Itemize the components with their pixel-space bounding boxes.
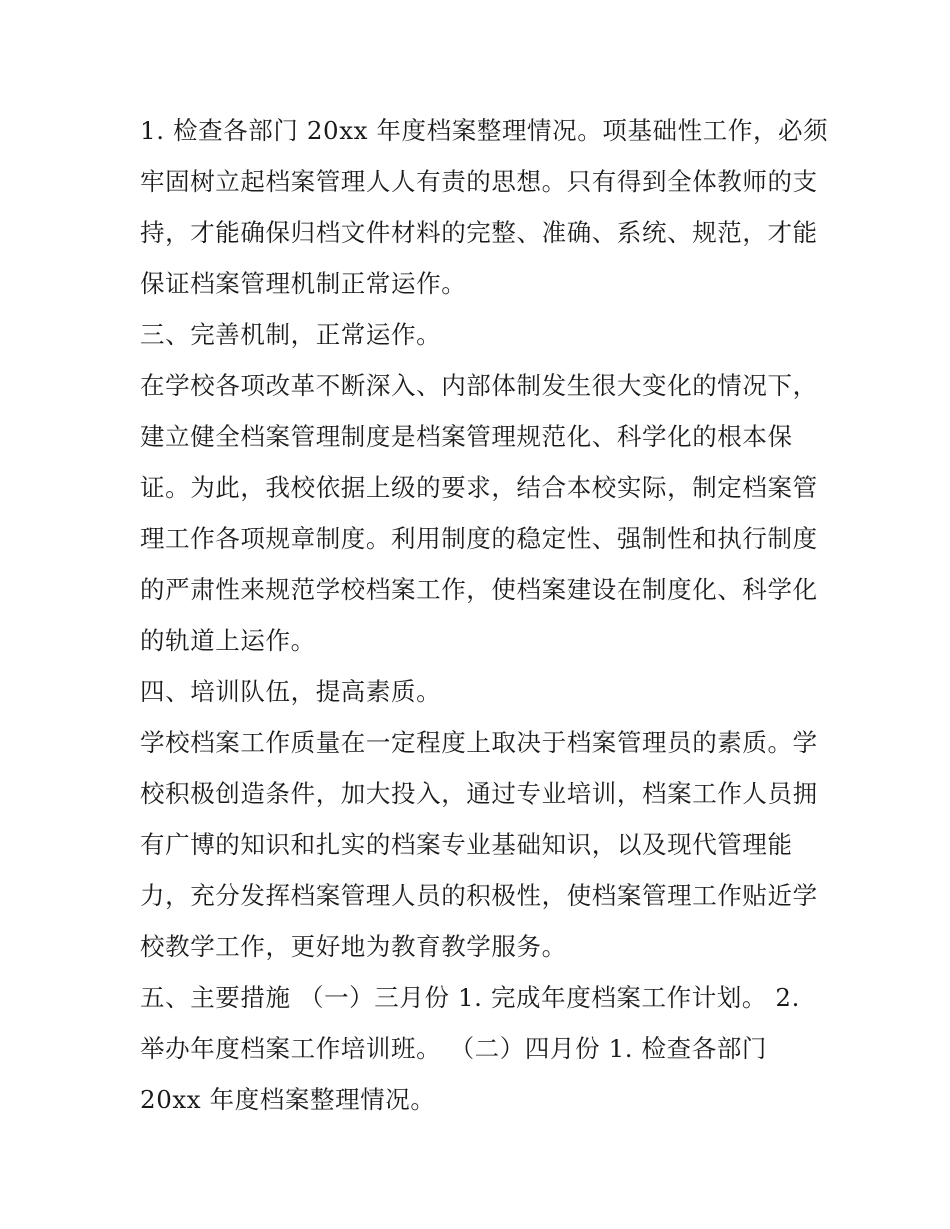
- text-line: 校积极创造条件，加大投入，通过专业培训，档案工作人员拥: [140, 779, 818, 808]
- text-line: 的严肃性来规范学校档案工作，使档案建设在制度化、科学化: [140, 575, 818, 604]
- text-line: 20xx 年度档案整理情况。: [140, 1085, 436, 1114]
- section-heading: 五、主要措施 （一）三月份 1. 完成年度档案工作计划。 2.: [140, 983, 800, 1012]
- text-line: 的轨道上运作。: [140, 626, 316, 655]
- document-body: [140, 105, 829, 1125]
- text-line: 保证档案管理机制正常运作。: [140, 269, 467, 298]
- text-line: 持，才能确保归档文件材料的完整、准确、系统、规范，才能: [140, 218, 818, 247]
- text-line: 学校档案工作质量在一定程度上取决于档案管理员的素质。学: [140, 728, 818, 757]
- section-heading: 四、培训队伍，提高素质。: [140, 677, 442, 706]
- text-line: 有广博的知识和扎实的档案专业基础知识，以及现代管理能: [140, 830, 793, 859]
- section-heading: 三、完善机制，正常运作。: [140, 320, 442, 349]
- text-line: 证。为此，我校依据上级的要求，结合本校实际，制定档案管: [140, 473, 818, 502]
- text-line: 建立健全档案管理制度是档案管理规范化、科学化的根本保: [140, 422, 793, 451]
- text-line: 在学校各项改革不断深入、内部体制发生很大变化的情况下，: [140, 371, 818, 400]
- text-line: 举办年度档案工作培训班。 （二）四月份 1. 检查各部门: [140, 1034, 768, 1063]
- text-line: 理工作各项规章制度。利用制度的稳定性、强制性和执行制度: [140, 524, 818, 553]
- text-line: 1. 检查各部门 20xx 年度档案整理情况。项基础性工作，必须: [140, 116, 829, 145]
- text-line: 牢固树立起档案管理人人有责的思想。只有得到全体教师的支: [140, 167, 818, 196]
- text-line: 力，充分发挥档案管理人员的积极性，使档案管理工作贴近学: [140, 881, 818, 910]
- text-line: 校教学工作，更好地为教育教学服务。: [140, 932, 567, 961]
